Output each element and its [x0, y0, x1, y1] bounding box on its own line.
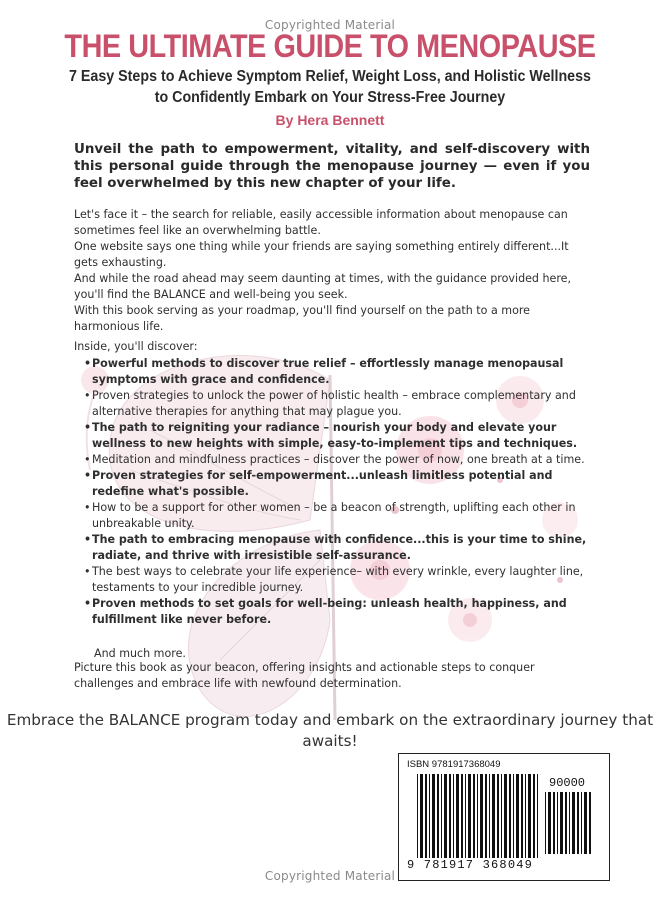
intro-paragraph: Let's face it – the search for reliable, easily accessible information about menopause can sometimes feel like an overwhelming battle.: [74, 208, 568, 237]
lead-paragraph: Unveil the path to empowerment, vitality, and self-discovery with this personal guide through the menopause journey — even if you feel overwhelmed by this new chapter of your life.: [74, 142, 590, 191]
isbn-label: ISBN 9781917368049: [407, 759, 501, 770]
intro-section: [74, 207, 594, 335]
discovery-item: • The path to embracing menopause with confidence...this is your time to shine, radiate, and thrive with irresistible self-assurance.: [84, 532, 594, 564]
discovery-item: • How to be a support for other women – be a beacon of strength, uplifting each other in unbreakable unity.: [84, 500, 594, 532]
barcode-stripe: [465, 774, 466, 858]
discovery-item: • The best ways to celebrate your life experience– with every wrinkle, every laughter line, testaments to your incredible journey.: [84, 564, 594, 596]
book-author: By Hera Bennett: [275, 112, 385, 128]
barcode-bars: [417, 774, 541, 858]
barcode-stripe: [489, 774, 490, 858]
barcode-stripe: [557, 792, 558, 854]
barcode-stripe: [437, 774, 439, 858]
intro-paragraph: And while the road ahead may seem daunting at times, with the guidance provided here, you'll find the BALANCE and well-being you seek.: [74, 272, 572, 301]
barcode-stripe: [441, 774, 442, 858]
much-more-text: And much more.: [94, 647, 186, 660]
intro-paragraph: With this book serving as your roadmap, you'll find yourself on the path to a more harmonious life.: [74, 304, 531, 333]
barcode-stripe: [565, 792, 567, 854]
discovery-item: • Powerful methods to discover true relief – effortlessly manage menopausal symptoms with grace and confidence.: [84, 356, 594, 388]
closing-paragraph: Picture this book as your beacon, offering insights and actionable steps to conquer challenges and embrace life with newfound determination.: [74, 661, 535, 690]
book-subtitle: 7 Easy Steps to Achieve Symptom Relief, Weight Loss, and Holistic Wellness to Confidently Embark on Your Stress-Free Journey: [69, 68, 591, 106]
barcode-stripe: [537, 774, 538, 858]
intro-paragraph: One website says one thing while your friends are saying something entirely different...It gets exhausting.: [74, 240, 569, 269]
barcode-stripe: [497, 774, 499, 858]
barcode-stripe: [584, 792, 587, 854]
price-code: 90000: [549, 776, 586, 790]
barcode-stripe: [468, 774, 471, 858]
discovery-item: • The path to reigniting your radiance – nourish your body and elevate your wellness to new heights with simple, easy-to-implement tips and techniques.: [84, 420, 594, 452]
copyright-watermark-top: Copyrighted Material: [264, 18, 396, 32]
discoveries-section: [74, 339, 594, 662]
book-title: THE ULTIMATE GUIDE TO MENOPAUSE: [64, 28, 596, 64]
barcode-stripe: [521, 774, 523, 858]
barcode-stripe: [420, 774, 423, 858]
barcode-stripe: [432, 774, 435, 858]
barcode-stripe: [456, 774, 459, 858]
barcode-stripe: [577, 792, 579, 854]
barcode-stripe: [492, 774, 495, 858]
barcode-stripe: [513, 774, 514, 858]
barcode-stripe: [429, 774, 430, 858]
barcode-stripe: [560, 792, 563, 854]
discovery-item: • Proven methods to set goals for well-being: unleash health, happiness, and fulfillment like never before.: [84, 596, 594, 628]
barcode-stripe: [485, 774, 487, 858]
barcode-stripe: [480, 774, 483, 858]
copyright-watermark-bottom: Copyrighted Material: [264, 869, 396, 883]
barcode-stripe: [444, 774, 447, 858]
barcode-stripe: [589, 792, 591, 854]
barcode-stripe: [548, 792, 551, 854]
barcode-stripe: [545, 792, 546, 854]
barcode-stripe: [417, 774, 418, 858]
barcode-stripe: [473, 774, 475, 858]
call-to-action: Embrace the BALANCE program today and embark on the extraordinary journey that awaits!: [6, 711, 654, 750]
barcode-stripe: [509, 774, 511, 858]
barcode-stripe: [453, 774, 454, 858]
barcode-stripe: [533, 774, 535, 858]
barcode-stripe: [581, 792, 582, 854]
discovery-item: • Proven strategies for self-empowerment...unleash limitless potential and redefine what's possible.: [84, 468, 594, 500]
discovery-item: • Meditation and mindfulness practices – discover the power of now, one breath at a time.: [84, 452, 594, 468]
barcode-stripe: [477, 774, 478, 858]
barcode-stripe: [449, 774, 451, 858]
barcode-stripe: [516, 774, 519, 858]
inside-label: Inside, you'll discover:: [74, 340, 198, 353]
isbn-barcode-box: [398, 753, 610, 881]
barcode-stripe: [553, 792, 555, 854]
isbn-digits: 9 781917 368049: [407, 858, 534, 872]
barcode-stripe: [425, 774, 427, 858]
barcode-stripe: [528, 774, 531, 858]
barcode-stripe: [572, 792, 575, 854]
barcode-stripe: [569, 792, 570, 854]
barcode-stripe: [525, 774, 526, 858]
addon-barcode-bars: [545, 792, 595, 872]
barcode-stripe: [461, 774, 463, 858]
discovery-item: • Proven strategies to unlock the power of holistic health – embrace complementary and alternative therapies for anything that may plague you.: [84, 388, 594, 420]
discoveries-list: [74, 356, 594, 628]
barcode-stripe: [504, 774, 507, 858]
barcode-stripe: [501, 774, 502, 858]
